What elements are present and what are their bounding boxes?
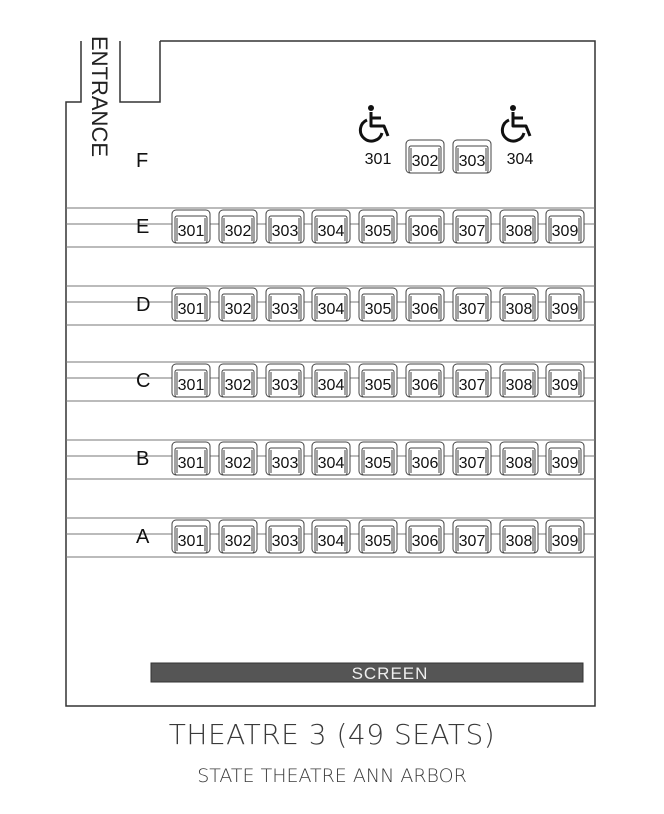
- seat-number: 303: [271, 533, 299, 550]
- seat-number: 303: [271, 455, 299, 472]
- seat-number: 301: [177, 301, 205, 318]
- row-c: [66, 362, 595, 401]
- seat: [500, 364, 538, 397]
- seat-number: 301: [177, 455, 205, 472]
- row-d: [66, 286, 595, 325]
- seat-number: 307: [458, 455, 486, 472]
- seat-number: 309: [551, 223, 579, 240]
- seat-number: 308: [505, 377, 533, 394]
- seat: [546, 210, 584, 243]
- seat-number: 303: [271, 223, 299, 240]
- seat: [453, 442, 491, 475]
- seat-number: 302: [224, 223, 252, 240]
- row-label: B: [136, 448, 150, 470]
- seat-number: 306: [411, 301, 439, 318]
- seat-number: 307: [458, 377, 486, 394]
- seat-number: 308: [505, 455, 533, 472]
- seat: [172, 520, 210, 553]
- seat: [406, 364, 444, 397]
- seat: [312, 364, 350, 397]
- seat: [359, 520, 397, 553]
- seat-number: 301: [177, 533, 205, 550]
- row-e: [66, 208, 595, 247]
- seat-number: 305: [364, 377, 392, 394]
- seat: [172, 210, 210, 243]
- seat-number: 301: [177, 223, 205, 240]
- seat-number: 308: [505, 301, 533, 318]
- seat: [359, 210, 397, 243]
- seat: [172, 288, 210, 321]
- seat: [359, 288, 397, 321]
- row-a: [66, 518, 595, 557]
- seat-number: 305: [364, 533, 392, 550]
- rows-layer: [66, 105, 595, 557]
- seat-number: 305: [364, 301, 392, 318]
- seat: [406, 442, 444, 475]
- wheelchair-icon: [360, 105, 388, 141]
- seat: [219, 442, 257, 475]
- seat-number: 304: [317, 455, 345, 472]
- seat: [266, 288, 304, 321]
- seat-number: 307: [458, 533, 486, 550]
- seat-number: 303: [458, 153, 486, 170]
- wheelchair-seat-number: 301: [364, 151, 392, 168]
- seat-number: 306: [411, 533, 439, 550]
- seat: [406, 210, 444, 243]
- seat-number: 306: [411, 455, 439, 472]
- seat-number: 303: [271, 377, 299, 394]
- seat: [172, 442, 210, 475]
- seat-number: 301: [177, 377, 205, 394]
- seat: [312, 288, 350, 321]
- seat: [453, 288, 491, 321]
- seat: [406, 140, 444, 173]
- seat: [312, 520, 350, 553]
- seat: [312, 210, 350, 243]
- seat: [500, 520, 538, 553]
- seat: [312, 442, 350, 475]
- seat: [453, 140, 491, 173]
- seat-number: 307: [458, 301, 486, 318]
- seat-number: 304: [317, 223, 345, 240]
- seat: [546, 520, 584, 553]
- seat: [500, 210, 538, 243]
- seat: [266, 364, 304, 397]
- seat: [266, 210, 304, 243]
- seat: [406, 520, 444, 553]
- seat: [359, 364, 397, 397]
- seat: [266, 520, 304, 553]
- seat-number: 307: [458, 223, 486, 240]
- seat-number: 306: [411, 377, 439, 394]
- entrance-label: ENTRANCE: [87, 36, 112, 158]
- page-title: THEATRE 3 (49 SEATS): [168, 718, 496, 751]
- row-f: [136, 105, 533, 173]
- seat-number: 309: [551, 533, 579, 550]
- seat-number: 302: [224, 377, 252, 394]
- seat: [453, 210, 491, 243]
- seat: [219, 520, 257, 553]
- seat-number: 306: [411, 223, 439, 240]
- seat-number: 304: [317, 301, 345, 318]
- row-label: C: [136, 370, 151, 392]
- seat-number: 308: [505, 223, 533, 240]
- seat-number: 309: [551, 377, 579, 394]
- screen-label: SCREEN: [351, 664, 429, 683]
- seat: [266, 442, 304, 475]
- row-label: E: [136, 216, 150, 238]
- row-label: F: [136, 150, 149, 172]
- row-b: [66, 440, 595, 479]
- seat: [219, 364, 257, 397]
- seat-number: 308: [505, 533, 533, 550]
- seat-number: 305: [364, 455, 392, 472]
- seat: [219, 210, 257, 243]
- wheelchair-icon: [502, 105, 530, 141]
- seat-number: 309: [551, 455, 579, 472]
- seat-number: 302: [224, 533, 252, 550]
- page-subtitle: STATE THEATRE ANN ARBOR: [197, 765, 467, 787]
- row-label: D: [136, 294, 151, 316]
- seat: [500, 442, 538, 475]
- seat: [546, 442, 584, 475]
- seat-number: 302: [224, 301, 252, 318]
- seat: [453, 520, 491, 553]
- seat-number: 305: [364, 223, 392, 240]
- seat: [172, 364, 210, 397]
- seat: [500, 288, 538, 321]
- seat: [219, 288, 257, 321]
- seat: [546, 364, 584, 397]
- seat: [453, 364, 491, 397]
- seat-number: 303: [271, 301, 299, 318]
- seat: [546, 288, 584, 321]
- seat-number: 309: [551, 301, 579, 318]
- seat-number: 302: [224, 455, 252, 472]
- wheelchair-seat-number: 304: [506, 151, 534, 168]
- seat-number: 302: [411, 153, 439, 170]
- seat: [406, 288, 444, 321]
- row-label: A: [136, 526, 150, 548]
- seat-number: 304: [317, 377, 345, 394]
- seat-number: 304: [317, 533, 345, 550]
- seat: [359, 442, 397, 475]
